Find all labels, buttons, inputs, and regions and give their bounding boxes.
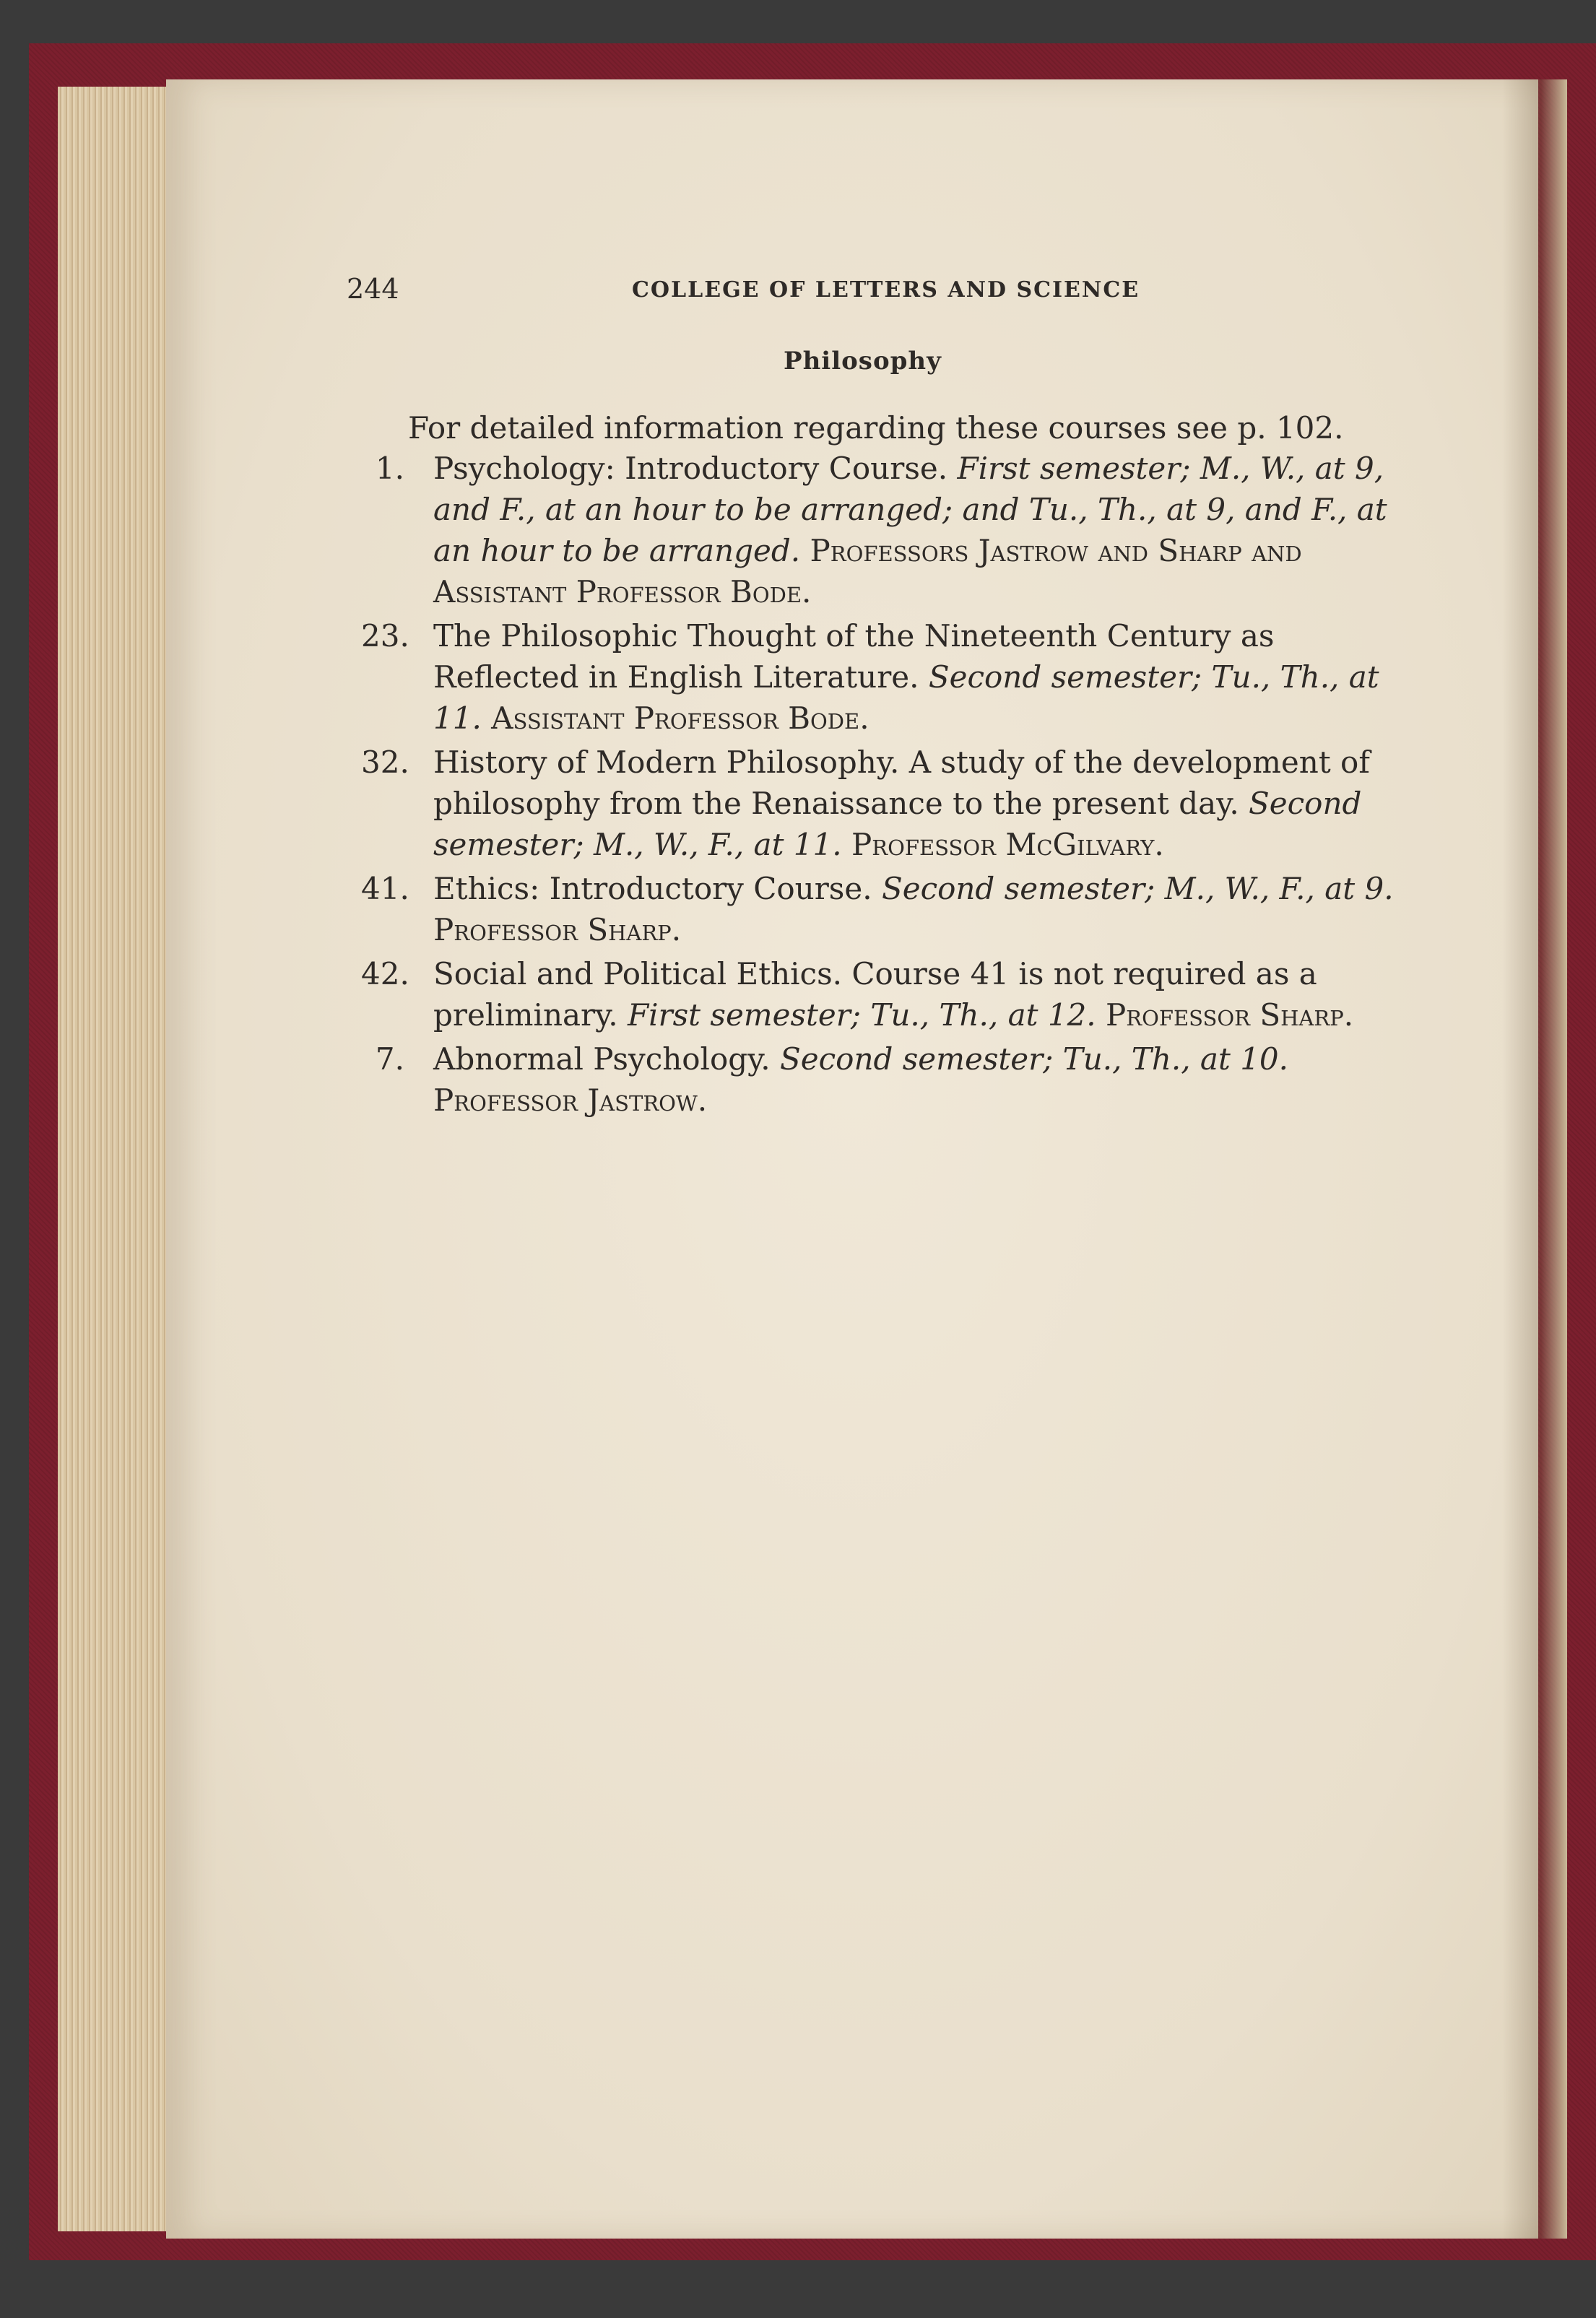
course-title: Social and Political Ethics. Course 41 is not required as a preliminary. [433, 956, 1317, 1033]
course-number: 7. [375, 1041, 404, 1077]
intro-text: For detailed information regarding these courses see p. 102. [408, 410, 1344, 446]
course-schedule: First semester; Tu., Th., at 12. [627, 997, 1096, 1033]
book-gutter [1502, 79, 1567, 2239]
course-schedule: Second semester; Tu., Th., at 10. [780, 1041, 1288, 1077]
course-title: The Philosophic Thought of the Nineteenth Century as Reflected in English Literature. [433, 618, 1275, 695]
course-entry [347, 868, 1415, 950]
course-schedule: Second semester; Tu., Th., at 11. [433, 659, 1379, 736]
book-page [166, 79, 1538, 2239]
course-entry [347, 1038, 1415, 1121]
running-head: COLLEGE OF LETTERS AND SCIENCE [632, 277, 1140, 303]
course-title: Psychology: Introductory Course. [433, 451, 948, 486]
course-number: 1. [375, 451, 404, 486]
course-entry [347, 742, 1415, 865]
course-number: 32. [361, 745, 409, 780]
course-number: 41. [361, 871, 409, 906]
course-entry [347, 615, 1415, 739]
section-title: Philosophy [784, 347, 942, 376]
course-number: 23. [361, 618, 409, 654]
course-schedule: First semester; M., W., at 9, and F., at an hour to be arranged; and Tu., Th., at 9, and F., at an hour to be arranged. [433, 451, 1387, 568]
course-instructors: Professor Sharp. [1106, 997, 1354, 1033]
course-instructors: Assistant Professor Bode. [491, 700, 869, 736]
page-header [347, 273, 1430, 316]
course-title: History of Modern Philosophy. A study of the development of philosophy from the Renaissance to the present day. [433, 745, 1370, 821]
course-instructors: Professors Jastrow and Sharp and Assistant Professor Bode. [433, 533, 1302, 609]
course-list [347, 448, 1415, 1122]
course-instructors: Professor Jastrow. [433, 1082, 708, 1118]
course-entry [347, 448, 1415, 612]
page-edges [58, 87, 181, 2231]
course-schedule: Second semester; M., W., F., at 9. [881, 871, 1394, 906]
course-schedule: Second semester; M., W., F., at 11. [433, 786, 1362, 862]
course-number: 42. [361, 956, 409, 991]
course-instructors: Professor Sharp. [433, 912, 682, 947]
page-number: 244 [347, 273, 399, 305]
course-entry [347, 953, 1415, 1036]
course-instructors: Professor McGilvary. [851, 827, 1164, 862]
course-title: Abnormal Psychology. [433, 1041, 771, 1077]
course-title: Ethics: Introductory Course. [433, 871, 872, 906]
